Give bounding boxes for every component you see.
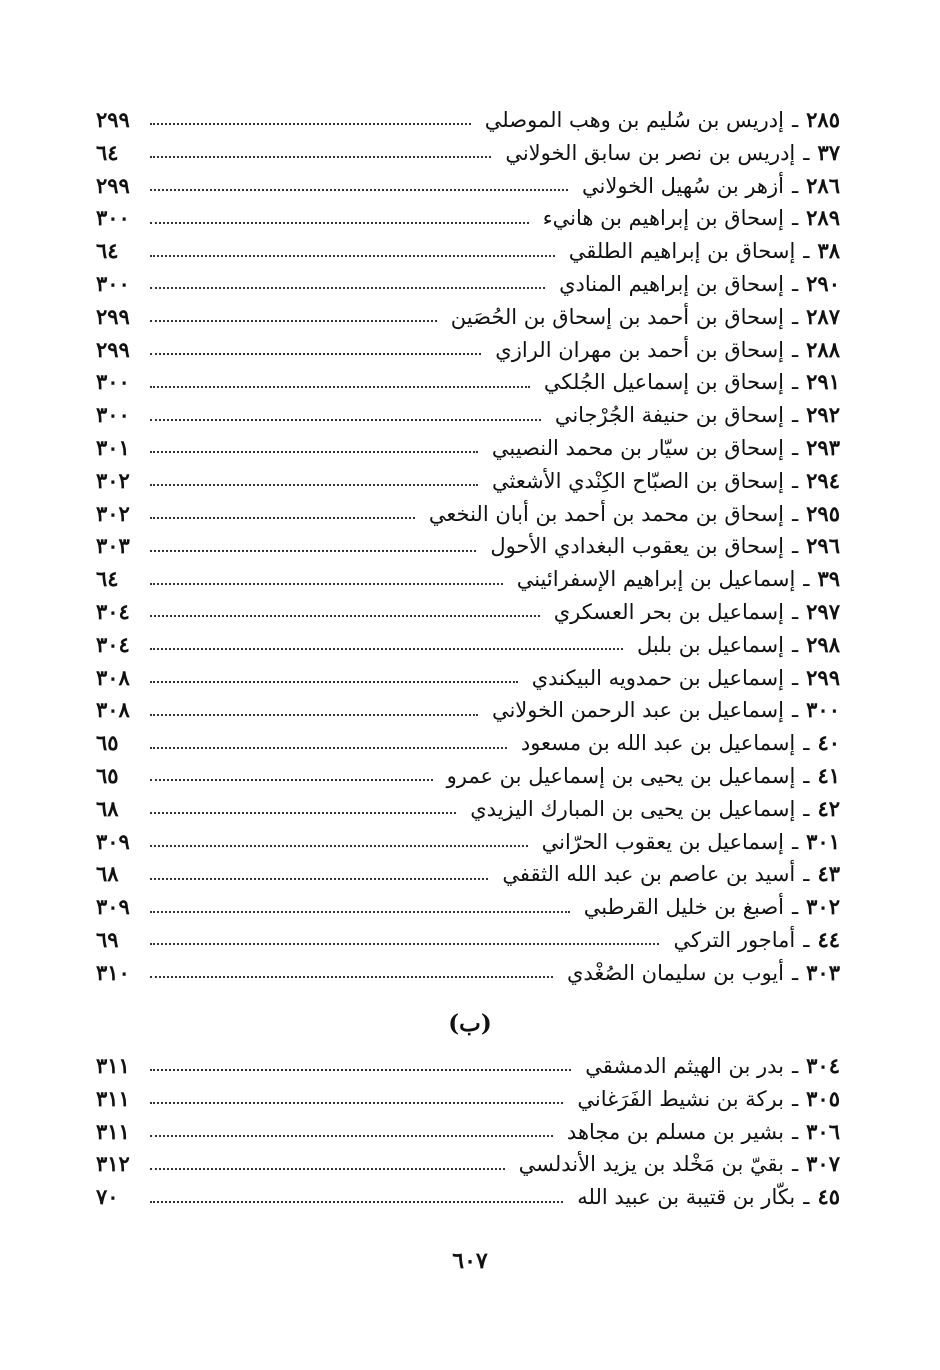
index-entry (96, 399, 840, 432)
entry-page: ٣٠٠ (96, 402, 130, 428)
entry-number: ٣٠٧ (806, 1151, 840, 1177)
entry-separator: ـ (792, 1086, 799, 1111)
entry-name: إسماعيل بن حمدويه البيكندي (531, 665, 784, 690)
index-entry (96, 498, 840, 531)
entry-name: إسماعيل بن يحيى بن إسماعيل بن عمرو (446, 763, 796, 788)
dot-leader (150, 1135, 553, 1137)
entry-separator: ـ (803, 567, 810, 592)
entry-number: ٣٠٣ (806, 959, 840, 985)
entry-name: بقيّ بن مَخْلد بن يزيد الأندلسي (518, 1152, 784, 1177)
entry-separator: ـ (792, 173, 799, 198)
entry-name: أزهر بن سُهيل الخولاني (582, 173, 784, 198)
entry-number: ٢٨٨ (806, 336, 840, 362)
index-entry (96, 760, 840, 793)
index-list-ba (96, 1050, 840, 1214)
index-entry (96, 1181, 840, 1214)
entry-separator: ـ (792, 108, 799, 132)
dot-leader (150, 878, 488, 880)
entry-number: ٣٨ (817, 238, 840, 264)
entry-number: ٣٠٥ (806, 1085, 840, 1111)
index-entry (96, 924, 840, 957)
entry-number: ٢٩٨ (806, 631, 840, 657)
entry-separator: ـ (792, 435, 799, 460)
entry-separator: ـ (803, 763, 810, 788)
dot-leader (150, 976, 553, 978)
entry-page: ٣٠٠ (96, 205, 130, 231)
entry-separator: ـ (792, 1054, 799, 1078)
index-entry (96, 268, 840, 301)
entry-number: ٢٩٧ (806, 598, 840, 624)
index-entry (96, 957, 840, 990)
entry-separator: ـ (803, 140, 810, 165)
entry-separator: ـ (803, 796, 810, 821)
index-entry (96, 793, 840, 826)
entry-page: ٣٠٣ (96, 533, 130, 559)
dot-leader (150, 911, 570, 913)
entry-number: ٢٨٥ (806, 107, 840, 132)
index-entry (96, 826, 840, 859)
entry-number: ٤٢ (817, 795, 840, 821)
entry-separator: ـ (792, 271, 799, 296)
dot-leader (150, 156, 491, 158)
entry-name: إدريس بن سُليم بن وهب الموصلي (484, 108, 784, 132)
index-list-alif (96, 104, 840, 990)
entry-number: ٢٩١ (806, 369, 840, 395)
entry-page: ٦٥ (96, 730, 119, 756)
entry-separator: ـ (792, 1119, 799, 1144)
entry-name: إسحاق بن سيّار بن محمد النصيبي (491, 435, 784, 460)
entry-separator: ـ (792, 337, 799, 362)
entry-page: ٣٠٢ (96, 500, 130, 526)
index-entry (96, 170, 840, 203)
entry-separator: ـ (803, 239, 810, 264)
entry-name: إسحاق بن إبراهيم المنادي (559, 271, 784, 296)
entry-number: ٢٩٢ (806, 402, 840, 428)
entry-name: إسحاق بن يعقوب البغدادي الأحول (490, 534, 784, 559)
entry-separator: ـ (803, 1185, 810, 1210)
dot-leader (150, 222, 529, 224)
index-entry (96, 1116, 840, 1149)
entry-name: إسحاق بن حنيفة الجُرْجاني (554, 403, 784, 428)
dot-leader (150, 189, 568, 191)
entry-page: ٦٥ (96, 762, 119, 788)
entry-separator: ـ (792, 895, 799, 920)
entry-number: ٤٤ (817, 926, 840, 952)
entry-number: ٤٣ (817, 861, 840, 887)
entry-page: ٢٩٩ (96, 336, 130, 362)
entry-page: ٣٠٨ (96, 664, 130, 690)
entry-separator: ـ (803, 927, 810, 952)
entry-name: إسماعيل بن إبراهيم الإسفرائيني (516, 567, 796, 592)
index-entry (96, 596, 840, 629)
entry-separator: ـ (792, 370, 799, 395)
entry-name: إسماعيل بن عبد الله بن مسعود (520, 731, 796, 756)
index-entry (96, 432, 840, 465)
entry-name: إسماعيل بن يحيى بن المبارك اليزيدي (470, 796, 796, 821)
dot-leader (150, 845, 528, 847)
entry-page: ٦٨ (96, 861, 119, 887)
entry-page: ٣٠١ (96, 434, 130, 460)
entry-name: إسماعيل بن يعقوب الحرّاني (541, 829, 784, 854)
index-entry (96, 530, 840, 563)
page-number: ٦٠٧ (452, 1248, 488, 1274)
entry-number: ٣٩ (817, 566, 840, 592)
entry-separator: ـ (792, 501, 799, 526)
index-entry (96, 1148, 840, 1181)
entry-name: بشير بن مسلم بن مجاهد (566, 1119, 784, 1144)
index-entry (96, 629, 840, 662)
entry-page: ٣١١ (96, 1053, 130, 1078)
entry-page: ٣١٢ (96, 1151, 130, 1177)
entry-separator: ـ (792, 403, 799, 428)
entry-page: ٣٠٩ (96, 894, 130, 920)
index-entry (96, 235, 840, 268)
index-entry (96, 858, 840, 891)
dot-leader (150, 320, 437, 322)
entry-page: ٣٠٨ (96, 697, 130, 723)
dot-leader (150, 419, 541, 421)
entry-number: ٤١ (817, 762, 840, 788)
index-entry (96, 563, 840, 596)
dot-leader (150, 681, 518, 683)
entry-number: ٢٩٥ (806, 500, 840, 526)
entry-page: ٣٠٩ (96, 828, 130, 854)
index-entry (96, 1050, 840, 1083)
entry-name: بركة بن نشيط الفَرَغاني (577, 1086, 784, 1111)
entry-name: أسيد بن عاصم بن عبد الله الثقفي (502, 862, 796, 887)
dot-leader (150, 714, 478, 716)
entry-page: ٣١١ (96, 1118, 130, 1144)
entry-page: ٣٠٤ (96, 631, 130, 657)
entry-separator: ـ (792, 1152, 799, 1177)
entry-number: ٢٨٩ (806, 205, 840, 231)
dot-leader (150, 1102, 563, 1104)
entry-number: ٣٠٤ (806, 1053, 840, 1078)
index-entry (96, 727, 840, 760)
entry-page: ٣٠٢ (96, 467, 130, 493)
entry-page: ٦٨ (96, 795, 119, 821)
entry-page: ٣١١ (96, 1085, 130, 1111)
entry-name: إسحاق بن محمد بن أحمد بن أبان النخعي (428, 501, 784, 526)
entry-name: أماجور التركي (673, 927, 796, 952)
dot-leader (150, 943, 659, 945)
entry-number: ٤٥ (817, 1184, 840, 1210)
entry-page: ٦٤ (96, 238, 119, 264)
entry-name: أيوب بن سليمان الصُغْدي (566, 960, 784, 985)
dot-leader (150, 1168, 505, 1170)
entry-name: إسحاق بن الصبّاح الكِنْدي الأشعثي (492, 468, 784, 493)
entry-separator: ـ (792, 304, 799, 329)
index-entry (96, 334, 840, 367)
entry-name: إسماعيل بن بلبل (637, 632, 784, 657)
entry-separator: ـ (792, 206, 799, 231)
entry-number: ٣٧ (817, 139, 840, 165)
entry-page: ٧٠ (96, 1184, 119, 1210)
entry-name: إدريس بن نصر بن سابق الخولاني (505, 140, 796, 165)
index-entry (96, 202, 840, 235)
entry-name: بكّار بن قتيبة بن عبيد الله (577, 1185, 796, 1210)
dot-leader (150, 550, 476, 552)
section-heading: (ب) (448, 1010, 492, 1037)
dot-leader (150, 648, 623, 650)
dot-leader (150, 779, 433, 781)
dot-leader (150, 615, 540, 617)
entry-page: ٦٤ (96, 566, 119, 592)
entry-separator: ـ (792, 698, 799, 723)
entry-page: ٢٩٩ (96, 107, 130, 132)
entry-number: ٢٨٧ (806, 303, 840, 329)
entry-separator: ـ (792, 632, 799, 657)
entry-page: ٦٩ (96, 926, 119, 952)
dot-leader (150, 287, 545, 289)
entry-number: ٢٩٩ (806, 664, 840, 690)
entry-name: إسماعيل بن بحر العسكري (553, 599, 784, 624)
entry-page: ٦٤ (96, 139, 119, 165)
entry-separator: ـ (803, 731, 810, 756)
index-entry (96, 366, 840, 399)
index-entry (96, 104, 840, 137)
entry-separator: ـ (792, 829, 799, 854)
entry-name: إسحاق بن أحمد بن مهران الرازي (495, 337, 784, 362)
entry-separator: ـ (792, 599, 799, 624)
entry-separator: ـ (792, 468, 799, 493)
entry-separator: ـ (792, 960, 799, 985)
entry-number: ٢٨٦ (806, 172, 840, 198)
entry-separator: ـ (792, 534, 799, 559)
entry-number: ٢٩٠ (806, 270, 840, 296)
entry-name: إسماعيل بن عبد الرحمن الخولاني (491, 698, 784, 723)
entry-name: إسحاق بن إبراهيم بن هانيء (542, 206, 784, 231)
entry-number: ٣٠١ (806, 828, 840, 854)
dot-leader (150, 1201, 563, 1203)
entry-page: ٢٩٩ (96, 172, 130, 198)
dot-leader (150, 353, 481, 355)
index-entry (96, 662, 840, 695)
dot-leader (150, 583, 503, 585)
entry-number: ٣٠٠ (806, 697, 840, 723)
entry-page: ٣٠٤ (96, 598, 130, 624)
entry-page: ٣٠٠ (96, 369, 130, 395)
dot-leader (150, 451, 478, 453)
entry-number: ٤٠ (817, 730, 840, 756)
entry-separator: ـ (792, 665, 799, 690)
entry-name: أصبغ بن خليل القرطبي (583, 895, 784, 920)
dot-leader (150, 255, 555, 257)
entry-page: ٣٠٠ (96, 270, 130, 296)
index-entry (96, 891, 840, 924)
index-entry (96, 301, 840, 334)
entry-separator: ـ (803, 862, 810, 887)
entry-number: ٢٩٦ (806, 533, 840, 559)
entry-number: ٣٠٢ (806, 894, 840, 920)
dot-leader (150, 812, 456, 814)
dot-leader (150, 386, 530, 388)
index-entry (96, 694, 840, 727)
entry-number: ٢٩٤ (806, 467, 840, 493)
entry-name: إسحاق بن أحمد بن إسحاق بن الحُصَين (450, 304, 784, 329)
dot-leader (150, 123, 471, 125)
dot-leader (150, 747, 507, 749)
entry-number: ٣٠٦ (806, 1118, 840, 1144)
entry-name: إسحاق بن إبراهيم الطلقي (568, 239, 796, 264)
entry-number: ٢٩٣ (806, 434, 840, 460)
entry-name: إسحاق بن إسماعيل الجُلكي (543, 370, 784, 395)
index-entry (96, 465, 840, 498)
entry-page: ٢٩٩ (96, 303, 130, 329)
entry-name: بدر بن الهيثم الدمشقي (585, 1054, 784, 1078)
dot-leader (150, 517, 415, 519)
dot-leader (150, 1069, 571, 1071)
entry-page: ٣١٠ (96, 959, 130, 985)
index-entry (96, 137, 840, 170)
index-entry (96, 1083, 840, 1116)
dot-leader (150, 484, 478, 486)
